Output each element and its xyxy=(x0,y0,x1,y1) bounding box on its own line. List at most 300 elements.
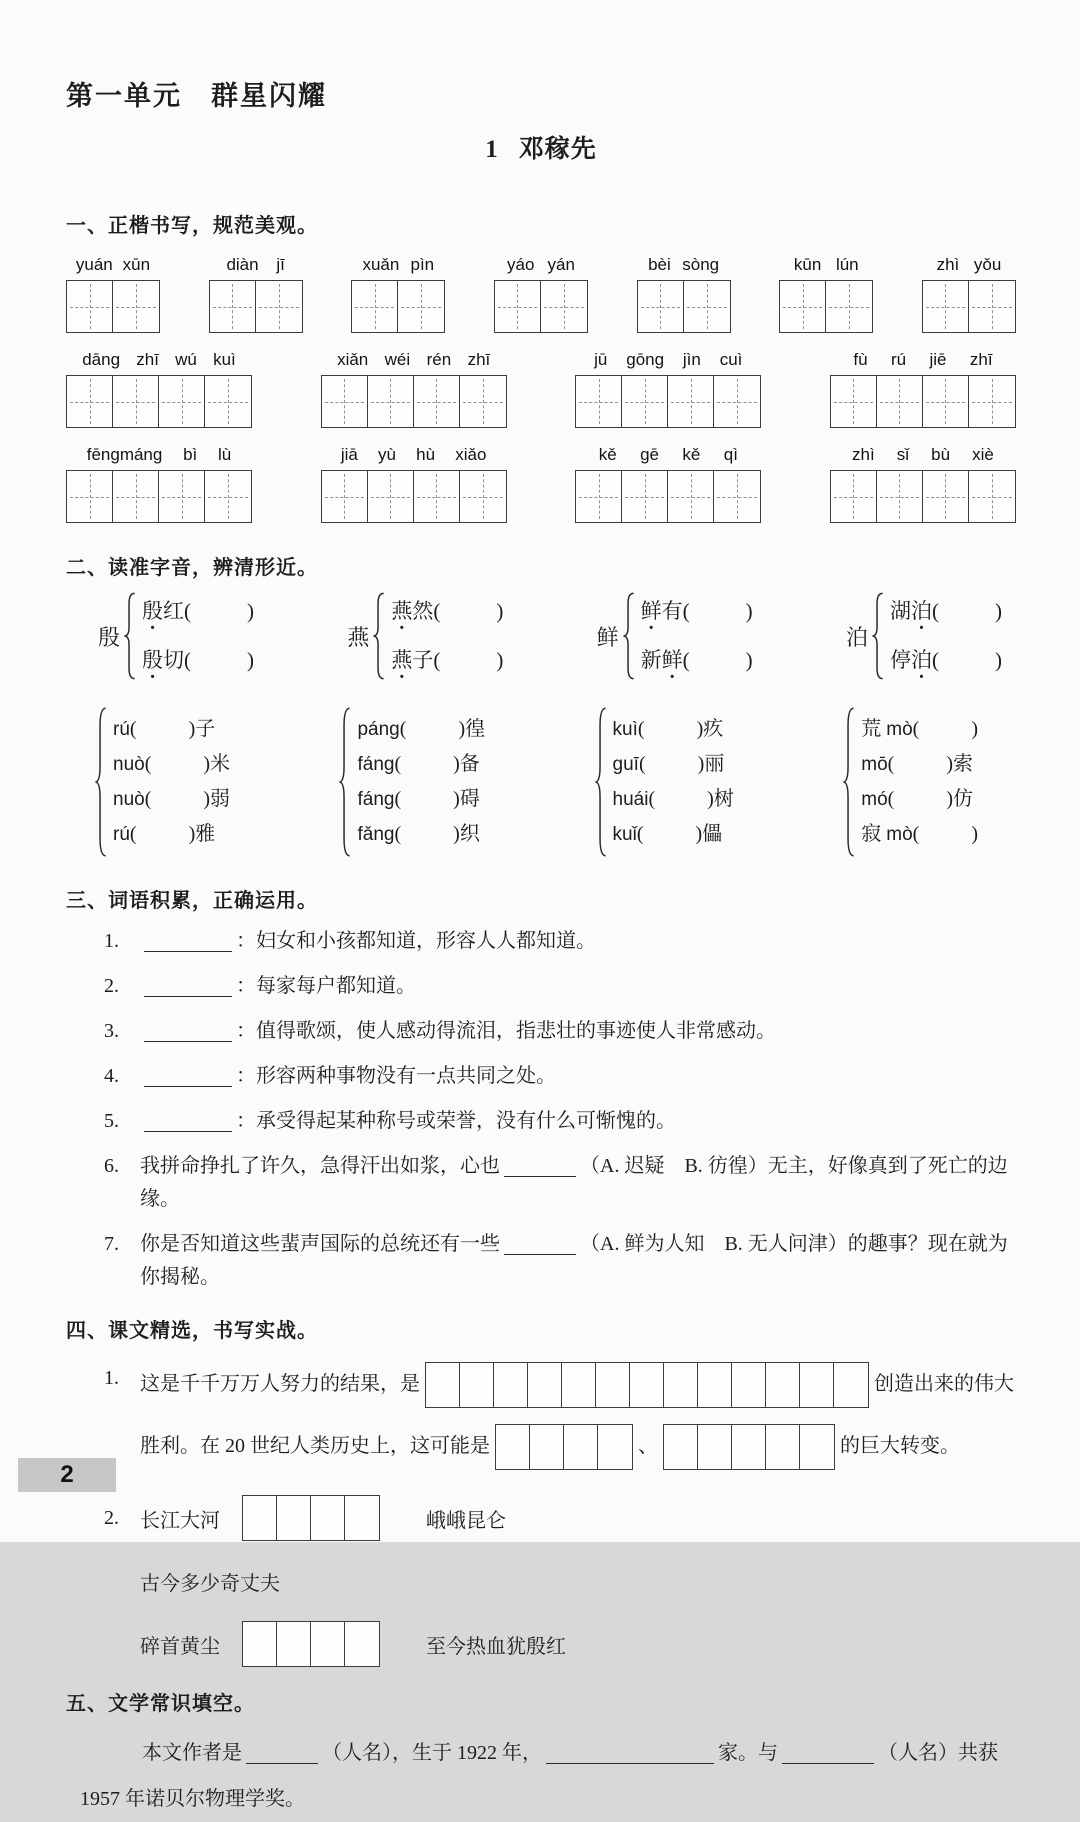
pinyin-label xyxy=(66,255,160,275)
pinyin-cue: mó xyxy=(861,789,888,810)
definition-item xyxy=(104,925,1016,958)
sentence-text: 创造出来的伟大胜利。在 20 世纪人类历史上，这可能是 xyxy=(140,1373,1014,1457)
paren-close: ) xyxy=(496,648,504,672)
writing-cell[interactable] xyxy=(345,1622,379,1666)
char-suffix: 疚 xyxy=(703,718,724,740)
paren-close: ) xyxy=(707,788,714,810)
writing-cell[interactable] xyxy=(576,376,622,427)
fill-in-blank[interactable] xyxy=(144,1072,232,1087)
fill-in-blank[interactable] xyxy=(504,1162,576,1177)
pinyin-label xyxy=(321,350,507,370)
writing-cell[interactable] xyxy=(668,471,714,522)
writing-cell[interactable] xyxy=(113,471,159,522)
item-text xyxy=(140,1015,1016,1048)
section1-heading: 一、正楷书写，规范美观。 xyxy=(66,215,318,237)
pinyin-label xyxy=(321,445,507,465)
poem-line xyxy=(104,1621,1016,1667)
pinyin-grid-row xyxy=(66,255,1016,333)
word-char: 鲜 xyxy=(661,648,683,672)
sentence-text: （人名）共获 1957 年诺贝尔物理学奖。 xyxy=(80,1742,998,1810)
writing-cell[interactable] xyxy=(596,1363,630,1407)
pinyin-syllable: lún xyxy=(835,255,859,274)
writing-grid xyxy=(66,280,160,333)
writing-cell[interactable] xyxy=(766,1425,800,1469)
page-number-badge: 2 xyxy=(18,1458,116,1492)
writing-cell[interactable] xyxy=(368,376,414,427)
char-suffix: 徨 xyxy=(465,718,486,740)
writing-grid xyxy=(321,470,507,523)
writing-cell[interactable] xyxy=(834,1363,868,1407)
word-char: 有 xyxy=(661,598,683,623)
word-char: 泊 xyxy=(911,648,932,672)
writing-grid xyxy=(575,375,761,428)
pinyin-syllable: xūn xyxy=(122,255,151,274)
pinyin-syllable: zhī xyxy=(969,350,993,369)
pinyin-syllable: jī xyxy=(276,255,285,274)
paren-close: ) xyxy=(203,753,211,775)
writing-cell[interactable] xyxy=(205,471,251,522)
char-suffix: 弱 xyxy=(210,788,231,810)
writing-cell[interactable] xyxy=(969,281,1015,332)
paren-close: ) xyxy=(946,753,953,775)
pinyin-grid-row xyxy=(66,445,1016,523)
word-char: 燕 xyxy=(391,598,413,623)
item-number: 1. xyxy=(104,930,119,952)
definition-item xyxy=(104,970,1016,1003)
writing-cell[interactable] xyxy=(564,1425,598,1469)
writing-cell[interactable] xyxy=(562,1363,596,1407)
definition-text: ：妇女和小孩都知道，形容人人都知道。 xyxy=(236,930,596,952)
word-with-blank xyxy=(641,649,753,672)
item-text xyxy=(140,1228,1016,1294)
pinyin-syllable: kě xyxy=(598,445,617,464)
word-char: 新 xyxy=(640,648,662,672)
paren-close: ) xyxy=(697,753,705,775)
word-char: 然 xyxy=(412,598,434,623)
poem-text: 长江大河 xyxy=(140,1509,220,1532)
phonetic-group xyxy=(347,592,503,680)
item-content xyxy=(140,1353,1016,1477)
definition-text: （A. 鲜为人知 B. 无人问津）的趣事？现在就为你揭秘。 xyxy=(140,1233,1008,1288)
pinyin-syllable: bì xyxy=(183,445,198,464)
writing-grid xyxy=(209,280,303,333)
pinyin-cue: fáng xyxy=(357,754,395,775)
pinyin-syllable: gōng xyxy=(626,350,665,369)
section5-heading: 五、文学常识填空。 xyxy=(66,1693,255,1715)
item-text xyxy=(140,1060,1016,1093)
pinyin-label xyxy=(637,255,731,275)
char-suffix: 米 xyxy=(210,753,231,775)
writing-cell[interactable] xyxy=(528,1363,562,1407)
item-text xyxy=(140,1105,1016,1138)
item-number: 5. xyxy=(104,1110,119,1132)
paren-close: ) xyxy=(971,823,978,845)
sentence-text: （人名），生于 1922 年， xyxy=(322,1742,542,1764)
section5-paragraph xyxy=(66,1730,1016,1822)
paren-open: ( xyxy=(887,788,895,810)
pinyin-cue: mò xyxy=(886,824,913,845)
pinyin-label xyxy=(779,255,873,275)
pinyin-syllable: jìn xyxy=(682,350,701,369)
pinyin-cue: huái xyxy=(612,789,649,810)
phonetic-group xyxy=(98,592,254,680)
definition-text: （A. 迟疑 B. 彷徨）无主，好像真到了死亡的边缘。 xyxy=(140,1155,1008,1210)
writing-cell[interactable] xyxy=(714,471,760,522)
writing-group xyxy=(66,445,252,523)
writing-cell[interactable] xyxy=(530,1425,564,1469)
writing-cell[interactable] xyxy=(923,471,969,522)
word-char: 停 xyxy=(890,648,911,672)
writing-cell[interactable] xyxy=(684,281,730,332)
pinyin-syllable: kuì xyxy=(213,350,236,369)
word-char: 切 xyxy=(163,648,185,672)
pinyin-fill-line xyxy=(357,822,485,847)
paren-open: ( xyxy=(912,823,920,845)
brace-icon xyxy=(871,592,884,680)
definition-text: ：承受得起某种称号或荣誉，没有什么可惭愧的。 xyxy=(236,1110,676,1132)
paren-open: ( xyxy=(144,788,152,810)
char-suffix: 树 xyxy=(713,788,734,810)
pinyin-syllable: yuán xyxy=(75,255,113,274)
group-head-char: 泊 xyxy=(845,624,868,650)
writing-cell[interactable] xyxy=(494,1363,528,1407)
pinyin-cue: guī xyxy=(612,754,639,775)
writing-cell[interactable] xyxy=(495,281,541,332)
writing-cell[interactable] xyxy=(368,471,414,522)
writing-grid xyxy=(575,470,761,523)
fill-in-blank[interactable] xyxy=(144,937,232,952)
writing-cell[interactable] xyxy=(322,376,368,427)
writing-cell[interactable] xyxy=(826,281,872,332)
writing-grid xyxy=(663,1424,835,1470)
writing-cell[interactable] xyxy=(668,376,714,427)
item-number: 7. xyxy=(104,1233,119,1255)
char-suffix: 织 xyxy=(459,823,480,845)
paren-open: ( xyxy=(932,598,939,623)
similar-char-group xyxy=(94,706,230,858)
writing-grid xyxy=(321,375,507,428)
writing-cell[interactable] xyxy=(414,471,460,522)
writing-cell[interactable] xyxy=(664,1363,698,1407)
writing-cell[interactable] xyxy=(714,376,760,427)
word-char: 子 xyxy=(412,648,434,672)
item-number: 3. xyxy=(104,1020,119,1042)
pinyin-fill-line xyxy=(613,717,734,742)
paren-close: ) xyxy=(995,648,1002,672)
paren-close: ) xyxy=(971,718,978,740)
word-with-blank xyxy=(142,600,254,623)
word-char: 殷 xyxy=(142,648,164,672)
writing-grid xyxy=(66,375,252,428)
sentence-text: 我拼命挣扎了许久，急得汗出如浆，心也 xyxy=(140,1155,500,1177)
pinyin-label xyxy=(351,255,445,275)
writing-cell[interactable] xyxy=(496,1425,530,1469)
pinyin-syllable: zhī xyxy=(467,350,491,369)
pinyin-syllable: fēngmáng xyxy=(86,445,163,464)
writing-cell[interactable] xyxy=(67,281,113,332)
writing-cell[interactable] xyxy=(800,1363,834,1407)
fill-in-blank[interactable] xyxy=(144,1117,232,1132)
pinyin-syllable: kūn xyxy=(793,255,822,274)
fill-in-blank[interactable] xyxy=(546,1749,714,1764)
writing-cell[interactable] xyxy=(113,376,159,427)
pinyin-fill-line xyxy=(113,717,230,742)
writing-grid xyxy=(922,280,1016,333)
writing-cell[interactable] xyxy=(541,281,587,332)
pinyin-syllable: yǒu xyxy=(973,255,1002,274)
brace-icon xyxy=(594,706,607,858)
writing-cell[interactable] xyxy=(877,376,923,427)
word-char: 泊 xyxy=(911,598,932,623)
writing-grid xyxy=(495,1424,633,1470)
word-with-blank xyxy=(641,600,753,623)
pinyin-fill-line xyxy=(613,822,734,847)
pinyin-syllable: bèi xyxy=(648,255,671,274)
pinyin-fill-line xyxy=(613,787,734,812)
fill-in-blank[interactable] xyxy=(782,1749,874,1764)
poem-text: 碎首黄尘 xyxy=(140,1635,220,1658)
section1-rows xyxy=(66,255,1016,523)
word-with-blank xyxy=(890,600,1002,623)
pinyin-syllable: cuì xyxy=(719,350,743,369)
writing-grid xyxy=(637,280,731,333)
fill-in-blank[interactable] xyxy=(246,1749,318,1764)
writing-cell[interactable] xyxy=(766,1363,800,1407)
pinyin-fill-line xyxy=(357,787,485,812)
poem-text: 古今多少奇丈夫 xyxy=(140,1572,280,1595)
writing-cell[interactable] xyxy=(831,471,877,522)
writing-cell[interactable] xyxy=(345,1496,379,1540)
writing-cell[interactable] xyxy=(630,1363,664,1407)
writing-cell[interactable] xyxy=(159,376,205,427)
definition-item xyxy=(104,1150,1016,1216)
writing-group xyxy=(830,445,1016,523)
writing-grid xyxy=(242,1621,380,1667)
pinyin-cue: fáng xyxy=(357,789,395,810)
pinyin-syllable: kě xyxy=(682,445,701,464)
definition-item xyxy=(104,1228,1016,1294)
paren-open: ( xyxy=(638,753,646,775)
writing-cell[interactable] xyxy=(277,1622,311,1666)
pinyin-label xyxy=(830,350,1016,370)
writing-cell[interactable] xyxy=(256,281,302,332)
writing-cell[interactable] xyxy=(732,1363,766,1407)
word-with-blank xyxy=(890,649,1002,672)
section2-heading: 二、读准字音，辨清形近。 xyxy=(66,557,318,579)
item-text xyxy=(140,1150,1016,1216)
writing-cell[interactable] xyxy=(638,281,684,332)
writing-cell[interactable] xyxy=(311,1496,345,1540)
paren-open: ( xyxy=(887,753,895,775)
pinyin-fill-line xyxy=(113,752,230,777)
group-lines xyxy=(861,717,978,847)
pinyin-fill-line xyxy=(861,752,978,777)
item-number: 1. xyxy=(104,1367,119,1389)
poem-text: 至今热血犹殷红 xyxy=(426,1635,566,1658)
fill-in-blank[interactable] xyxy=(504,1240,576,1255)
writing-cell[interactable] xyxy=(322,471,368,522)
writing-cell[interactable] xyxy=(159,471,205,522)
phonetic-group xyxy=(846,592,1002,680)
writing-cell[interactable] xyxy=(311,1622,345,1666)
pinyin-syllable: zhì xyxy=(852,445,875,464)
writing-cell[interactable] xyxy=(460,376,506,427)
writing-cell[interactable] xyxy=(67,376,113,427)
paren-open: ( xyxy=(399,718,407,740)
paren-open: ( xyxy=(394,753,402,775)
writing-cell[interactable] xyxy=(877,471,923,522)
paren-open: ( xyxy=(636,823,644,845)
pinyin-syllable: zhī xyxy=(136,350,159,369)
writing-cell[interactable] xyxy=(460,471,506,522)
writing-cell[interactable] xyxy=(698,1363,732,1407)
similar-char-group xyxy=(842,706,978,858)
paren-open: ( xyxy=(433,648,441,672)
pinyin-label xyxy=(922,255,1016,275)
brace-icon xyxy=(123,592,136,680)
pinyin-syllable: rén xyxy=(426,350,452,369)
writing-cell[interactable] xyxy=(414,376,460,427)
paren-close: ) xyxy=(745,648,753,672)
pinyin-cue: nuò xyxy=(113,789,145,810)
pinyin-cue: mō xyxy=(861,754,888,775)
sentence-text: 的巨大转变。 xyxy=(840,1435,960,1457)
writing-cell[interactable] xyxy=(205,376,251,427)
writing-cell[interactable] xyxy=(113,281,159,332)
pinyin-cue: kuǐ xyxy=(612,824,637,845)
pinyin-syllable: pìn xyxy=(410,255,435,274)
writing-cell[interactable] xyxy=(831,376,877,427)
char-suffix: 子 xyxy=(195,718,216,740)
pinyin-syllable: sǐ xyxy=(896,445,910,464)
char-suffix: 儡 xyxy=(702,823,723,845)
fill-in-blank[interactable] xyxy=(144,982,232,997)
writing-cell[interactable] xyxy=(426,1363,460,1407)
pinyin-fill-line xyxy=(113,787,230,812)
pinyin-label xyxy=(830,445,1016,465)
exercise-item xyxy=(104,1495,1016,1667)
item-text xyxy=(140,925,1016,958)
paren-open: ( xyxy=(637,718,645,740)
phonetic-group xyxy=(597,592,753,680)
writing-cell[interactable] xyxy=(923,376,969,427)
lesson-title xyxy=(66,129,1016,165)
brace-icon xyxy=(94,706,107,858)
paren-close: ) xyxy=(946,788,953,810)
section4-heading: 四、课文精选，书写实战。 xyxy=(66,1320,318,1342)
writing-cell[interactable] xyxy=(243,1622,277,1666)
pinyin-syllable: dāng xyxy=(82,350,121,369)
group-lines xyxy=(890,600,1002,672)
paren-open: ( xyxy=(129,823,137,845)
pinyin-label xyxy=(494,255,588,275)
writing-cell[interactable] xyxy=(622,376,668,427)
writing-cell[interactable] xyxy=(277,1496,311,1540)
pinyin-fill-line xyxy=(113,822,230,847)
paren-close: ) xyxy=(247,648,255,672)
definition-text: ：每家每户都知道。 xyxy=(236,975,416,997)
writing-cell[interactable] xyxy=(923,281,969,332)
paren-close: ) xyxy=(203,788,211,810)
writing-cell[interactable] xyxy=(210,281,256,332)
pinyin-syllable: gē xyxy=(640,445,659,464)
pinyin-fill-line xyxy=(861,822,978,847)
writing-cell[interactable] xyxy=(352,281,398,332)
pinyin-syllable: wéi xyxy=(384,350,411,369)
paren-open: ( xyxy=(394,788,402,810)
word-char: 殷 xyxy=(142,598,164,623)
paren-open: ( xyxy=(184,648,192,672)
pinyin-syllable: xiǎn xyxy=(337,350,369,369)
similar-char-group xyxy=(594,706,734,858)
writing-cell[interactable] xyxy=(780,281,826,332)
item-number: 2. xyxy=(104,975,119,997)
writing-cell[interactable] xyxy=(460,1363,494,1407)
char-suffix: 碍 xyxy=(459,788,480,810)
group-lines xyxy=(391,600,503,672)
writing-cell[interactable] xyxy=(732,1425,766,1469)
writing-cell[interactable] xyxy=(969,471,1015,522)
writing-cell[interactable] xyxy=(67,471,113,522)
writing-grid xyxy=(425,1362,869,1408)
group-lines xyxy=(613,717,734,847)
char-suffix: 仿 xyxy=(953,788,973,810)
lesson-number: 1 xyxy=(485,136,499,163)
writing-cell[interactable] xyxy=(398,281,444,332)
writing-cell[interactable] xyxy=(243,1496,277,1540)
pinyin-label xyxy=(575,350,761,370)
pinyin-fill-line xyxy=(357,752,485,777)
writing-cell[interactable] xyxy=(576,471,622,522)
paren-close: ) xyxy=(496,598,504,623)
paren-close: ) xyxy=(453,788,460,810)
writing-cell[interactable] xyxy=(622,471,668,522)
writing-group xyxy=(637,255,731,333)
fill-in-blank[interactable] xyxy=(144,1027,232,1042)
pinyin-cue: fǎng xyxy=(357,824,395,845)
unit-header: 第一单元 群星闪耀 xyxy=(66,81,327,111)
writing-cell[interactable] xyxy=(698,1425,732,1469)
group-lines xyxy=(142,600,254,672)
poem-line xyxy=(104,1495,1016,1541)
writing-cell[interactable] xyxy=(598,1425,632,1469)
writing-cell[interactable] xyxy=(664,1425,698,1469)
pinyin-syllable: rú xyxy=(890,350,907,369)
pinyin-syllable: bù xyxy=(931,445,951,464)
definition-item xyxy=(104,1060,1016,1093)
writing-cell[interactable] xyxy=(800,1425,834,1469)
similar-char-group xyxy=(338,706,485,858)
writing-cell[interactable] xyxy=(969,376,1015,427)
group-head-char: 燕 xyxy=(347,624,370,650)
word-char: 湖 xyxy=(890,598,911,623)
word-char: 红 xyxy=(163,598,185,623)
word-with-blank xyxy=(142,649,254,672)
definition-item xyxy=(104,1105,1016,1138)
item-text xyxy=(140,970,1016,1003)
paren-open: ( xyxy=(682,648,690,672)
paren-open: ( xyxy=(932,648,939,672)
poem-line xyxy=(104,1559,1016,1603)
pinyin-cue: mò xyxy=(886,719,913,740)
char-prefix: 寂 xyxy=(861,823,887,845)
writing-group xyxy=(321,350,507,428)
writing-group xyxy=(66,255,160,333)
section4-body xyxy=(66,1353,1016,1667)
definition-text: ：值得歌颂，使人感动得流泪，指悲壮的事迹使人非常感动。 xyxy=(236,1020,776,1042)
sentence-text: 这是千千万万人努力的结果，是 xyxy=(140,1373,420,1395)
pinyin-syllable: qì xyxy=(723,445,738,464)
